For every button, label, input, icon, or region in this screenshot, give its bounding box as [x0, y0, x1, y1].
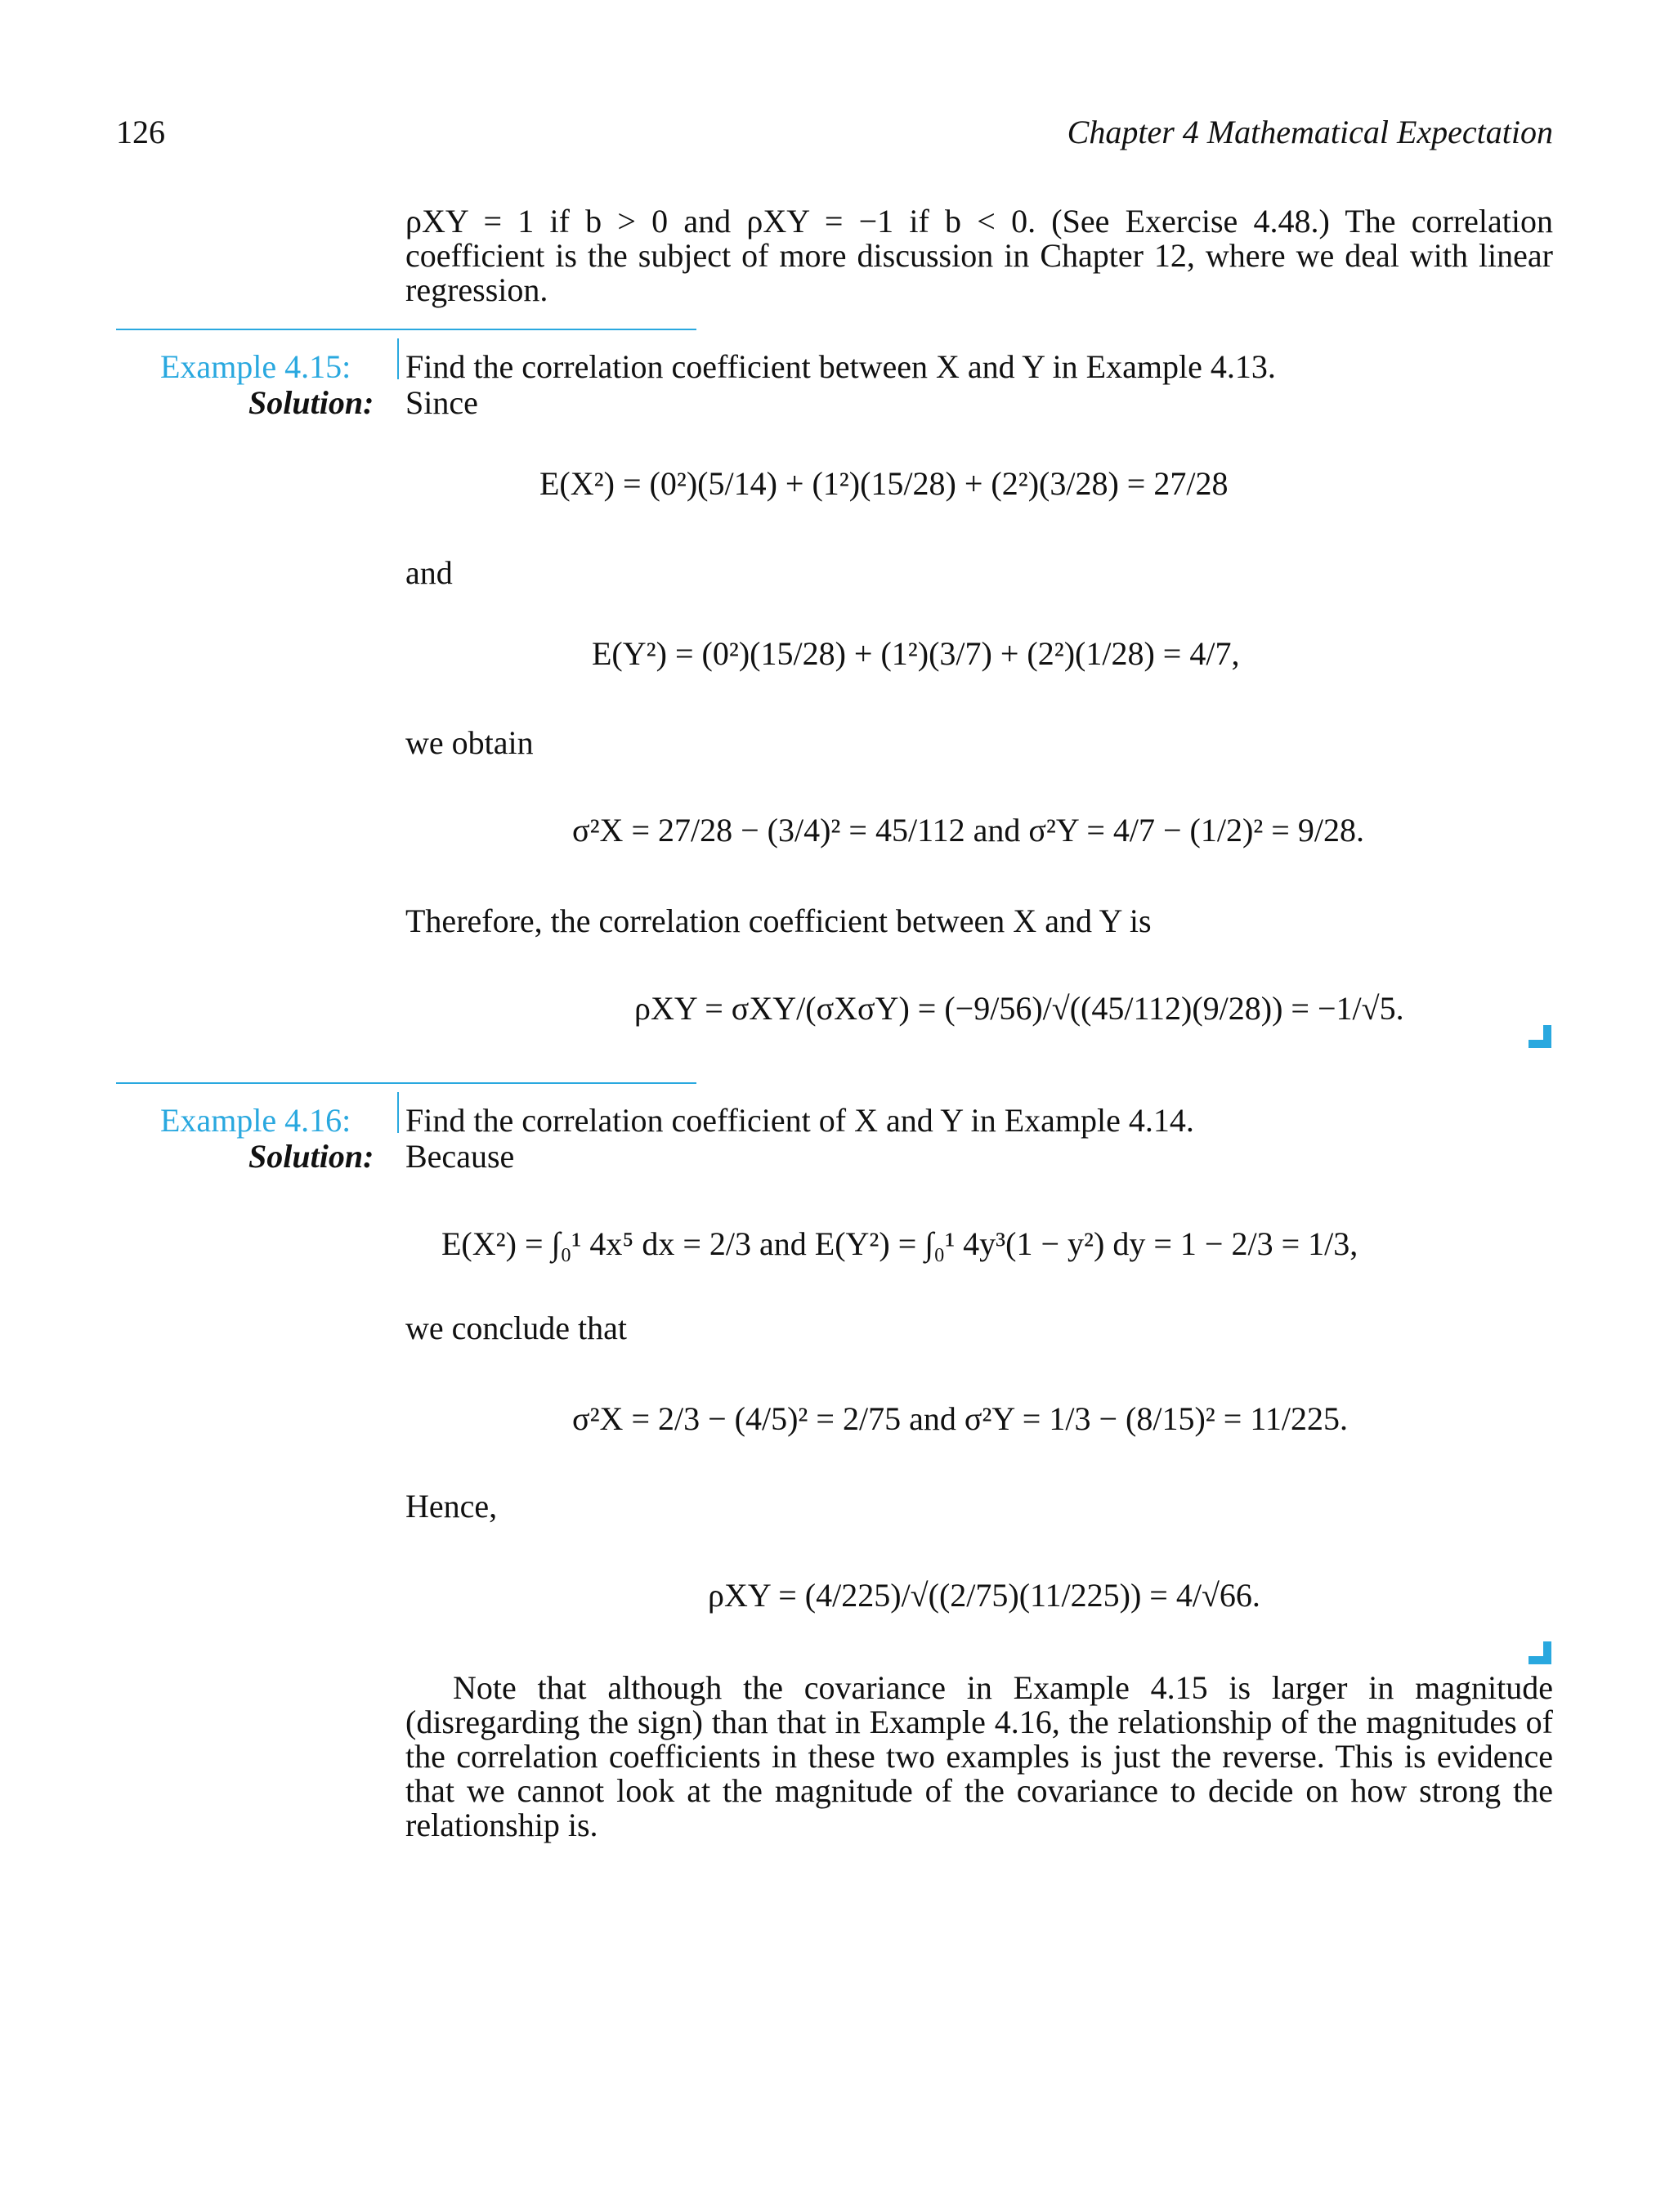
example-4-16-eq2: σ²X = 2/3 − (4/5)² = 2/75 and σ²Y = 1/3 − (8/15)² = 11/225.: [572, 1400, 1348, 1437]
example-4-15-label: Example 4.15:: [160, 348, 351, 385]
end-of-example-4-15-mark: [1529, 1025, 1551, 1048]
example-4-15-therefore: Therefore, the correlation coefficient between X and Y is: [405, 902, 1152, 939]
example-4-15-solution-label: Solution:: [248, 384, 374, 421]
example-4-16-we-conclude: we conclude that: [405, 1310, 627, 1346]
example-4-16-eq1: E(X²) = ∫₀¹ 4x⁵ dx = 2/3 and E(Y²) = ∫₀¹ 4y³(1 − y²) dy = 1 − 2/3 = 1/3,: [441, 1225, 1358, 1262]
chapter-title: Chapter 4 Mathematical Expectation: [1067, 114, 1553, 150]
example-4-16-rule: [116, 1082, 696, 1084]
end-of-example-4-16-mark: [1529, 1641, 1551, 1664]
example-4-15-eq4: ρXY = σXY/(σXσY) = (−9/56)/√((45/112)(9/28)) = −1/√5.: [634, 990, 1404, 1027]
example-4-15-bar: [397, 338, 399, 379]
intro-paragraph: ρXY = 1 if b > 0 and ρXY = −1 if b < 0. (See Exercise 4.48.) The correlation coefficient is the subject of more discussion in Chapter 12, where we deal with linear regression.: [405, 203, 1553, 308]
example-4-15-and: and: [405, 554, 453, 591]
example-4-15-rule: [116, 329, 696, 330]
example-4-16-bar: [397, 1092, 399, 1133]
example-4-16-label: Example 4.16:: [160, 1102, 351, 1139]
example-4-15-since: Since: [405, 384, 478, 421]
example-4-15-eq1: E(X²) = (0²)(5/14) + (1²)(15/28) + (2²)(3/28) = 27/28: [539, 465, 1229, 502]
example-4-15-eq3: σ²X = 27/28 − (3/4)² = 45/112 and σ²Y = 4/7 − (1/2)² = 9/28.: [572, 812, 1364, 849]
example-4-15-eq2: E(Y²) = (0²)(15/28) + (1²)(3/7) + (2²)(1/28) = 4/7,: [592, 635, 1240, 672]
closing-note: Note that although the covariance in Example 4.15 is larger in magnitude (disregarding the sign) than that in Example 4.16, the relationship of the magnitudes of the correlation coefficients in these two examples is just the reverse. This is evidence that we cannot look at the magnitude of the covariance to decide on how strong the relationship is.: [405, 1669, 1553, 1843]
example-4-16-eq3: ρXY = (4/225)/√((2/75)(11/225)) = 4/√66.: [708, 1577, 1260, 1614]
example-4-16-statement: Find the correlation coefficient of X and Y in Example 4.14.: [405, 1102, 1194, 1139]
example-4-16-hence: Hence,: [405, 1488, 498, 1525]
example-4-15-statement: Find the correlation coefficient between X and Y in Example 4.13.: [405, 348, 1276, 385]
example-4-16-solution-label: Solution:: [248, 1138, 374, 1175]
page-number: 126: [116, 114, 165, 150]
example-4-15-we-obtain: we obtain: [405, 724, 534, 761]
example-4-16-because: Because: [405, 1138, 515, 1175]
